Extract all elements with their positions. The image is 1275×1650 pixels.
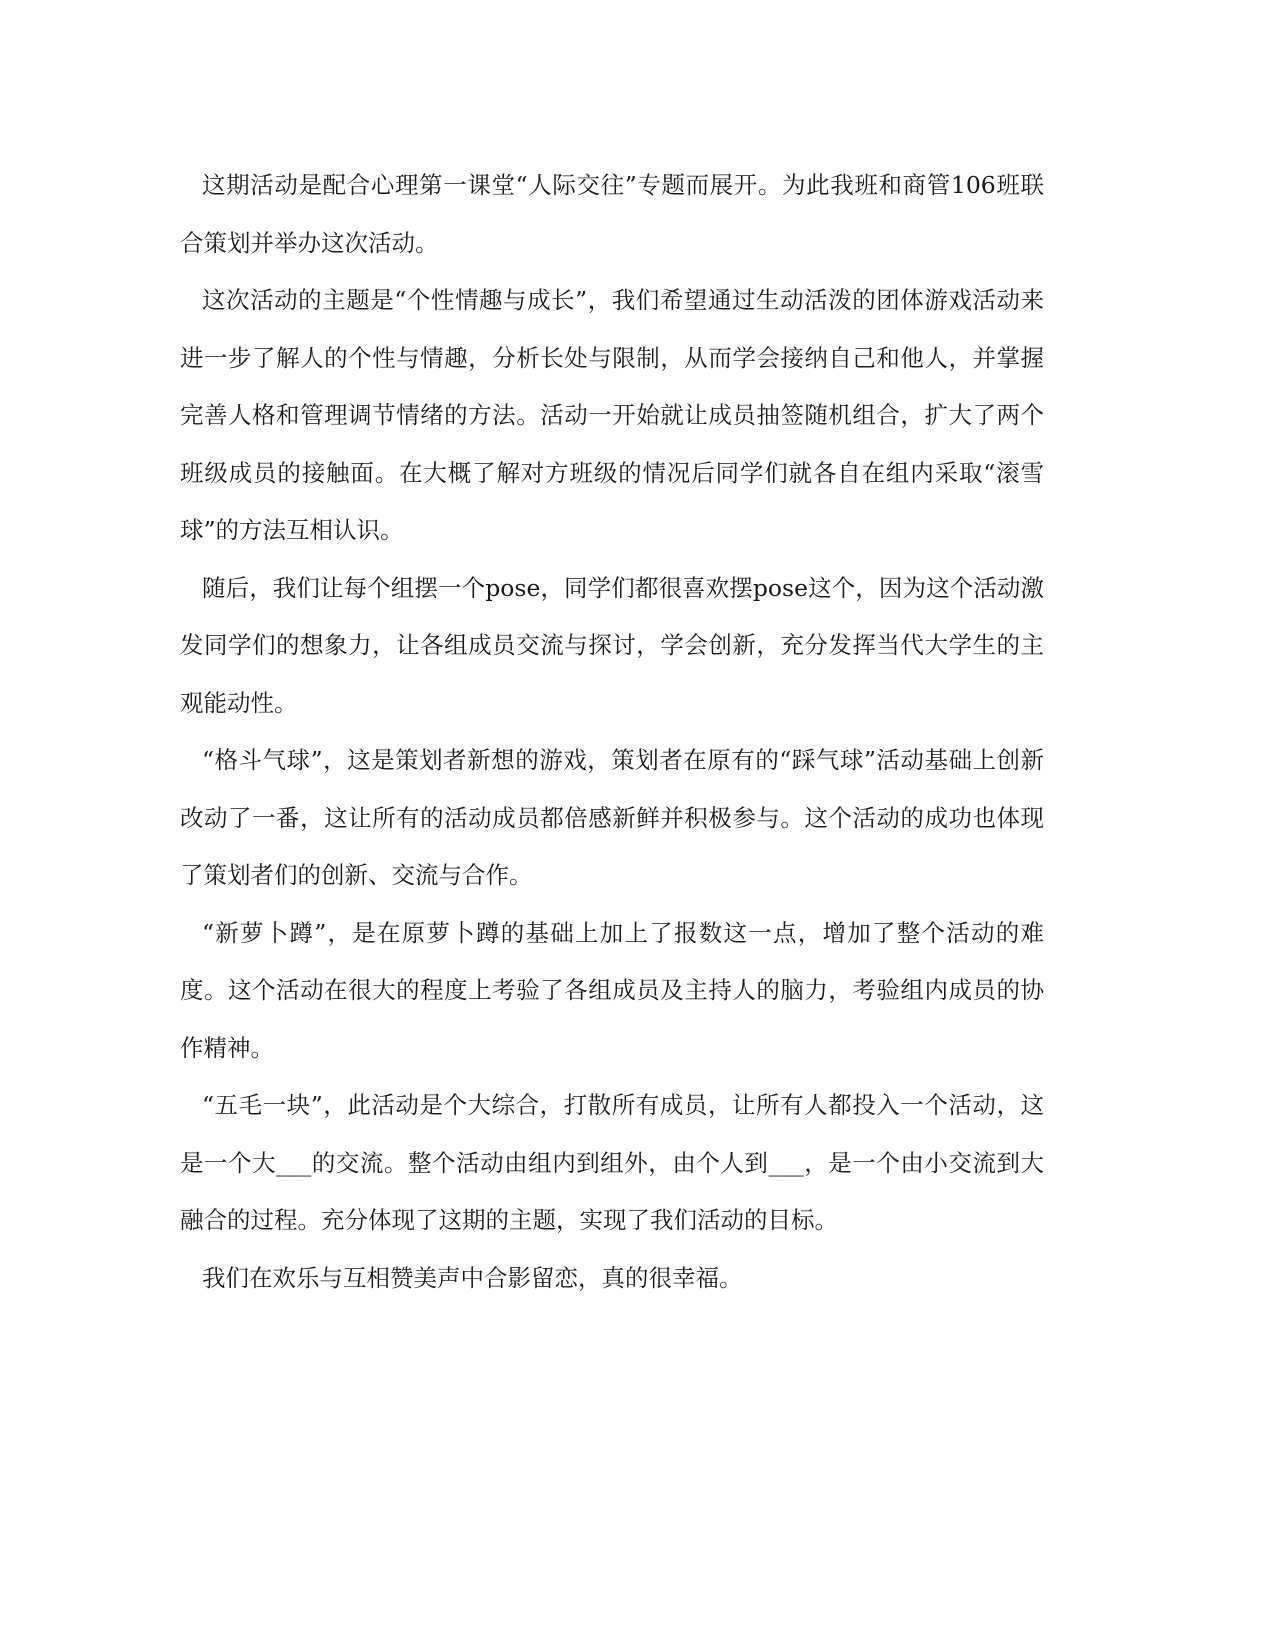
paragraph-intro: 这期活动是配合心理第一课堂“人际交往”专题而展开。为此我班和商管106班联合策划并举办这次活动。	[180, 171, 1044, 257]
paragraph-radish-squat: “新萝卜蹲”，是在原萝卜蹲的基础上加上了报数这一点，增加了整个活动的难度。这个活动在很大的程度上考验了各组成员及主持人的脑力，考验组内成员的协作精神。	[180, 918, 1044, 1062]
paragraph-closing: 我们在欢乐与互相赞美声中合影留恋，真的很幸福。	[202, 1263, 743, 1292]
document-body	[180, 157, 1044, 1307]
paragraph-five-mao: “五毛一块”，此活动是个大综合，打散所有成员，让所有人都投入一个活动，这是一个大___的交流。整个活动由组内到组外，由个人到___，是一个由小交流到大融合的过程。充分体现了这期的主题，实现了我们活动的目标。	[180, 1091, 1044, 1234]
paragraph-pose: 随后，我们让每个组摆一个pose，同学们都很喜欢摆pose这个，因为这个活动激发同学们的想象力，让各组成员交流与探讨，学会创新，充分发挥当代大学生的主观能动性。	[180, 573, 1044, 717]
paragraph-balloon-fight: “格斗气球”，这是策划者新想的游戏，策划者在原有的“踩气球”活动基础上创新改动了一番，这让所有的活动成员都倍感新鲜并积极参与。这个活动的成功也体现了策划者们的创新、交流与合作。	[180, 746, 1044, 889]
paragraph-theme: 这次活动的主题是“个性情趣与成长”，我们希望通过生动活泼的团体游戏活动来进一步了解人的个性与情趣，分析长处与限制，从而学会接纳自己和他人，并掌握完善人格和管理调节情绪的方法。活动一开始就让成员抽签随机组合，扩大了两个班级成员的接触面。在大概了解对方班级的情况后同学们就各自在组内采取“滚雪球”的方法互相认识。	[180, 286, 1044, 544]
